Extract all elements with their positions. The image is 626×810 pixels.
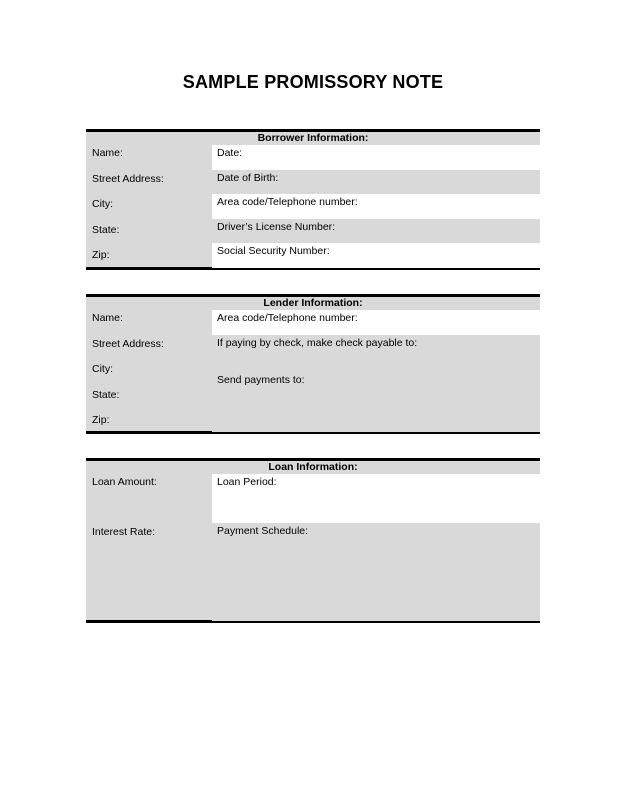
- loan-fields: [212, 474, 540, 621]
- document-title: SAMPLE PROMISSORY NOTE: [182, 72, 444, 92]
- lender-phone-field[interactable]: [212, 310, 540, 335]
- borrower-zip-label: Zip:: [92, 249, 110, 262]
- borrower-ssn-field[interactable]: [212, 243, 540, 268]
- payment-schedule-field[interactable]: [212, 523, 540, 621]
- borrower-dob-field[interactable]: [212, 170, 540, 195]
- borrower-section: [86, 129, 540, 270]
- borrower-ssn-label: Social Security Number:: [217, 245, 330, 258]
- lender-heading: Lender Information:: [263, 297, 363, 309]
- borrower-street-label: Street Address:: [92, 172, 164, 185]
- borrower-date-label: Date:: [217, 147, 243, 159]
- borrower-labels: [86, 145, 212, 268]
- interest-rate-label: Interest Rate:: [92, 526, 156, 538]
- loan-period-label: Loan Period:: [217, 476, 277, 488]
- loan-heading: Loan Information:: [268, 461, 358, 473]
- borrower-date-field[interactable]: [212, 145, 540, 170]
- lender-state-label: State:: [92, 388, 120, 401]
- loan-period-field[interactable]: [212, 474, 540, 523]
- borrower-name-label: Name:: [92, 147, 123, 159]
- lender-send-field[interactable]: [212, 372, 540, 433]
- borrower-license-field[interactable]: [212, 219, 540, 244]
- loan-amount-label: Loan Amount:: [92, 476, 157, 488]
- borrower-state-label: State:: [92, 223, 120, 236]
- lender-labels: [86, 310, 212, 432]
- borrower-heading: Borrower Information:: [257, 132, 369, 144]
- payment-schedule-label: Payment Schedule:: [217, 525, 309, 537]
- borrower-phone-field[interactable]: [212, 194, 540, 219]
- lender-name-label: Name:: [92, 312, 123, 324]
- borrower-license-label: Driver’s License Number:: [217, 220, 336, 233]
- lender-section: [86, 294, 540, 434]
- borrower-phone-label: Area code/Telephone number:: [217, 196, 358, 209]
- borrower-dob-label: Date of Birth:: [217, 171, 279, 184]
- lender-payable-label: If paying by check, make check payable to:: [217, 336, 418, 349]
- loan-labels: [86, 474, 212, 621]
- lender-send-label: Send payments to:: [217, 373, 305, 386]
- lender-city-label: City:: [92, 363, 113, 375]
- lender-zip-label: Zip:: [92, 414, 110, 426]
- borrower-fields: [212, 145, 540, 268]
- lender-street-label: Street Address:: [92, 337, 164, 350]
- loan-section: [86, 458, 540, 623]
- lender-fields: [212, 310, 540, 432]
- lender-phone-label: Area code/Telephone number:: [217, 312, 358, 324]
- borrower-city-label: City:: [92, 198, 113, 211]
- lender-payable-field[interactable]: [212, 335, 540, 372]
